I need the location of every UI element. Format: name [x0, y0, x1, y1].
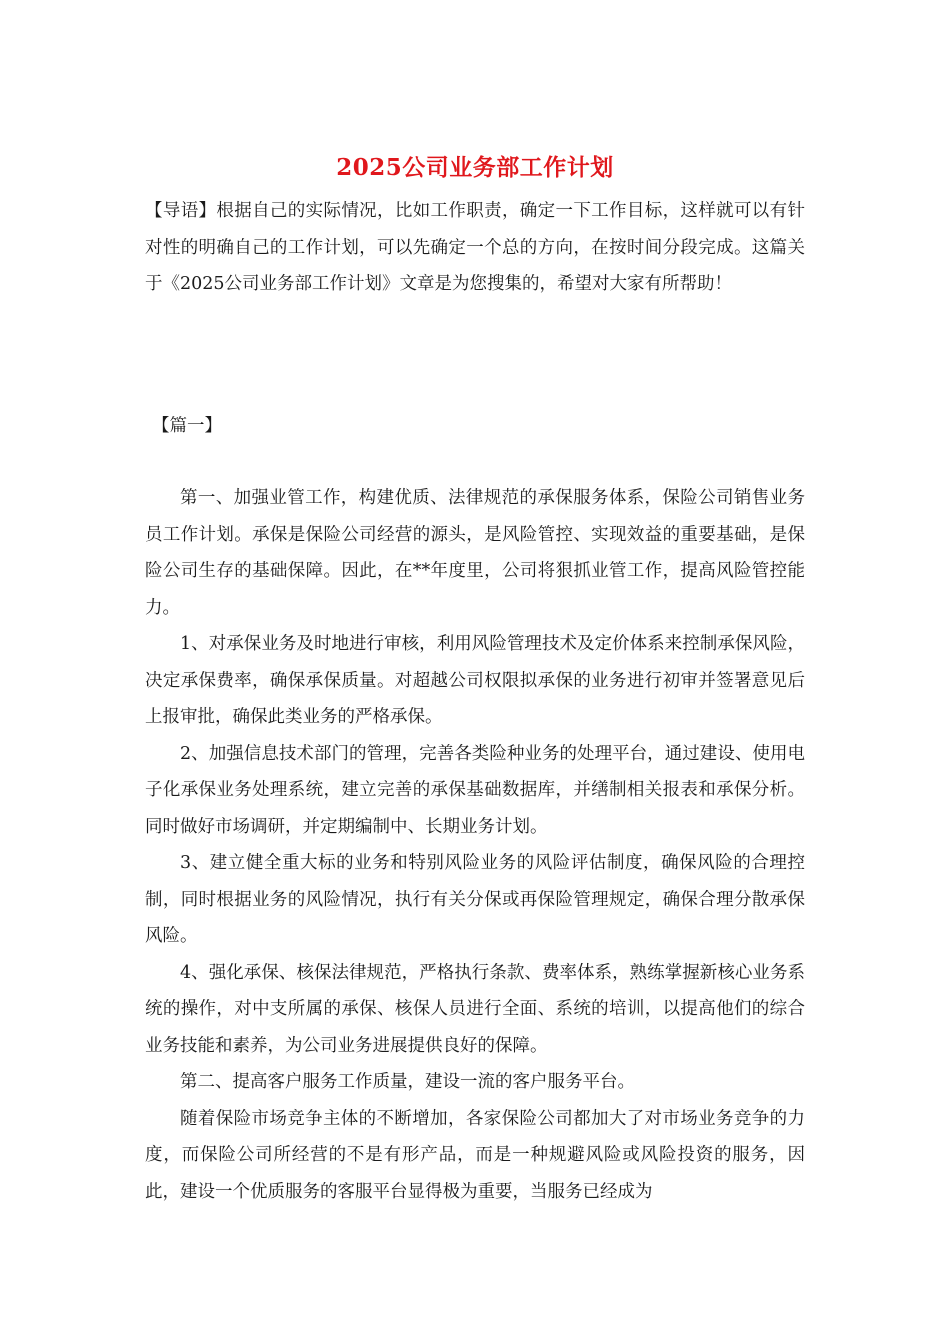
intro-paragraph: 【导语】根据自己的实际情况，比如工作职责，确定一下工作目标，这样就可以有针对性的明确自己的工作计划，可以先确定一个总的方向，在按时间分段完成。这篇关于《2025公司业务部工作计划》文章是为您搜集的，希望对大家有所帮助！: [145, 201, 805, 294]
body-paragraph: 第一、加强业管工作，构建优质、法律规范的承保服务体系，保险公司销售业务员工作计划。承保是保险公司经营的源头，是风险管控、实现效益的重要基础，是保险公司生存的基础保障。因此，在**年度里，公司将狠抓业管工作，提高风险管控能力。: [145, 488, 805, 618]
body-paragraph: 4、强化承保、核保法律规范，严格执行条款、费率体系，熟练掌握新核心业务系统的操作，对中支所属的承保、核保人员进行全面、系统的培训，以提高他们的综合业务技能和素养，为公司业务进展提供良好的保障。: [145, 962, 805, 1056]
content-body: [145, 480, 805, 1210]
body-paragraph: 3、建立健全重大标的业务和特别风险业务的风险评估制度，确保风险的合理控制，同时根据业务的风险情况，执行有关分保或再保险管理规定，确保合理分散承保风险。: [145, 853, 805, 946]
body-paragraph: 随着保险市场竞争主体的不断增加，各家保险公司都加大了对市场业务竞争的力度，而保险公司所经营的不是有形产品，而是一种规避风险或风险投资的服务，因此，建设一个优质服务的客服平台显得极为重要，当服务已经成为: [145, 1108, 805, 1202]
section-label: 【篇一】: [152, 416, 222, 436]
body-paragraph: 第二、提高客户服务工作质量，建设一流的客户服务平台。: [180, 1072, 635, 1092]
body-paragraph: 2、加强信息技术部门的管理，完善各类险种业务的处理平台，通过建设、使用电子化承保业务处理系统，建立完善的承保基础数据库，并缮制相关报表和承保分析。同时做好市场调研，并定期编制中、长期业务计划。: [145, 743, 805, 837]
body-paragraph: 1、对承保业务及时地进行审核，利用风险管理技术及定价体系来控制承保风险，决定承保费率，确保承保质量。对超越公司权限拟承保的业务进行初审并签署意见后上报审批，确保此类业务的严格承保。: [145, 634, 805, 727]
document-title: 2025公司业务部工作计划: [336, 154, 614, 181]
